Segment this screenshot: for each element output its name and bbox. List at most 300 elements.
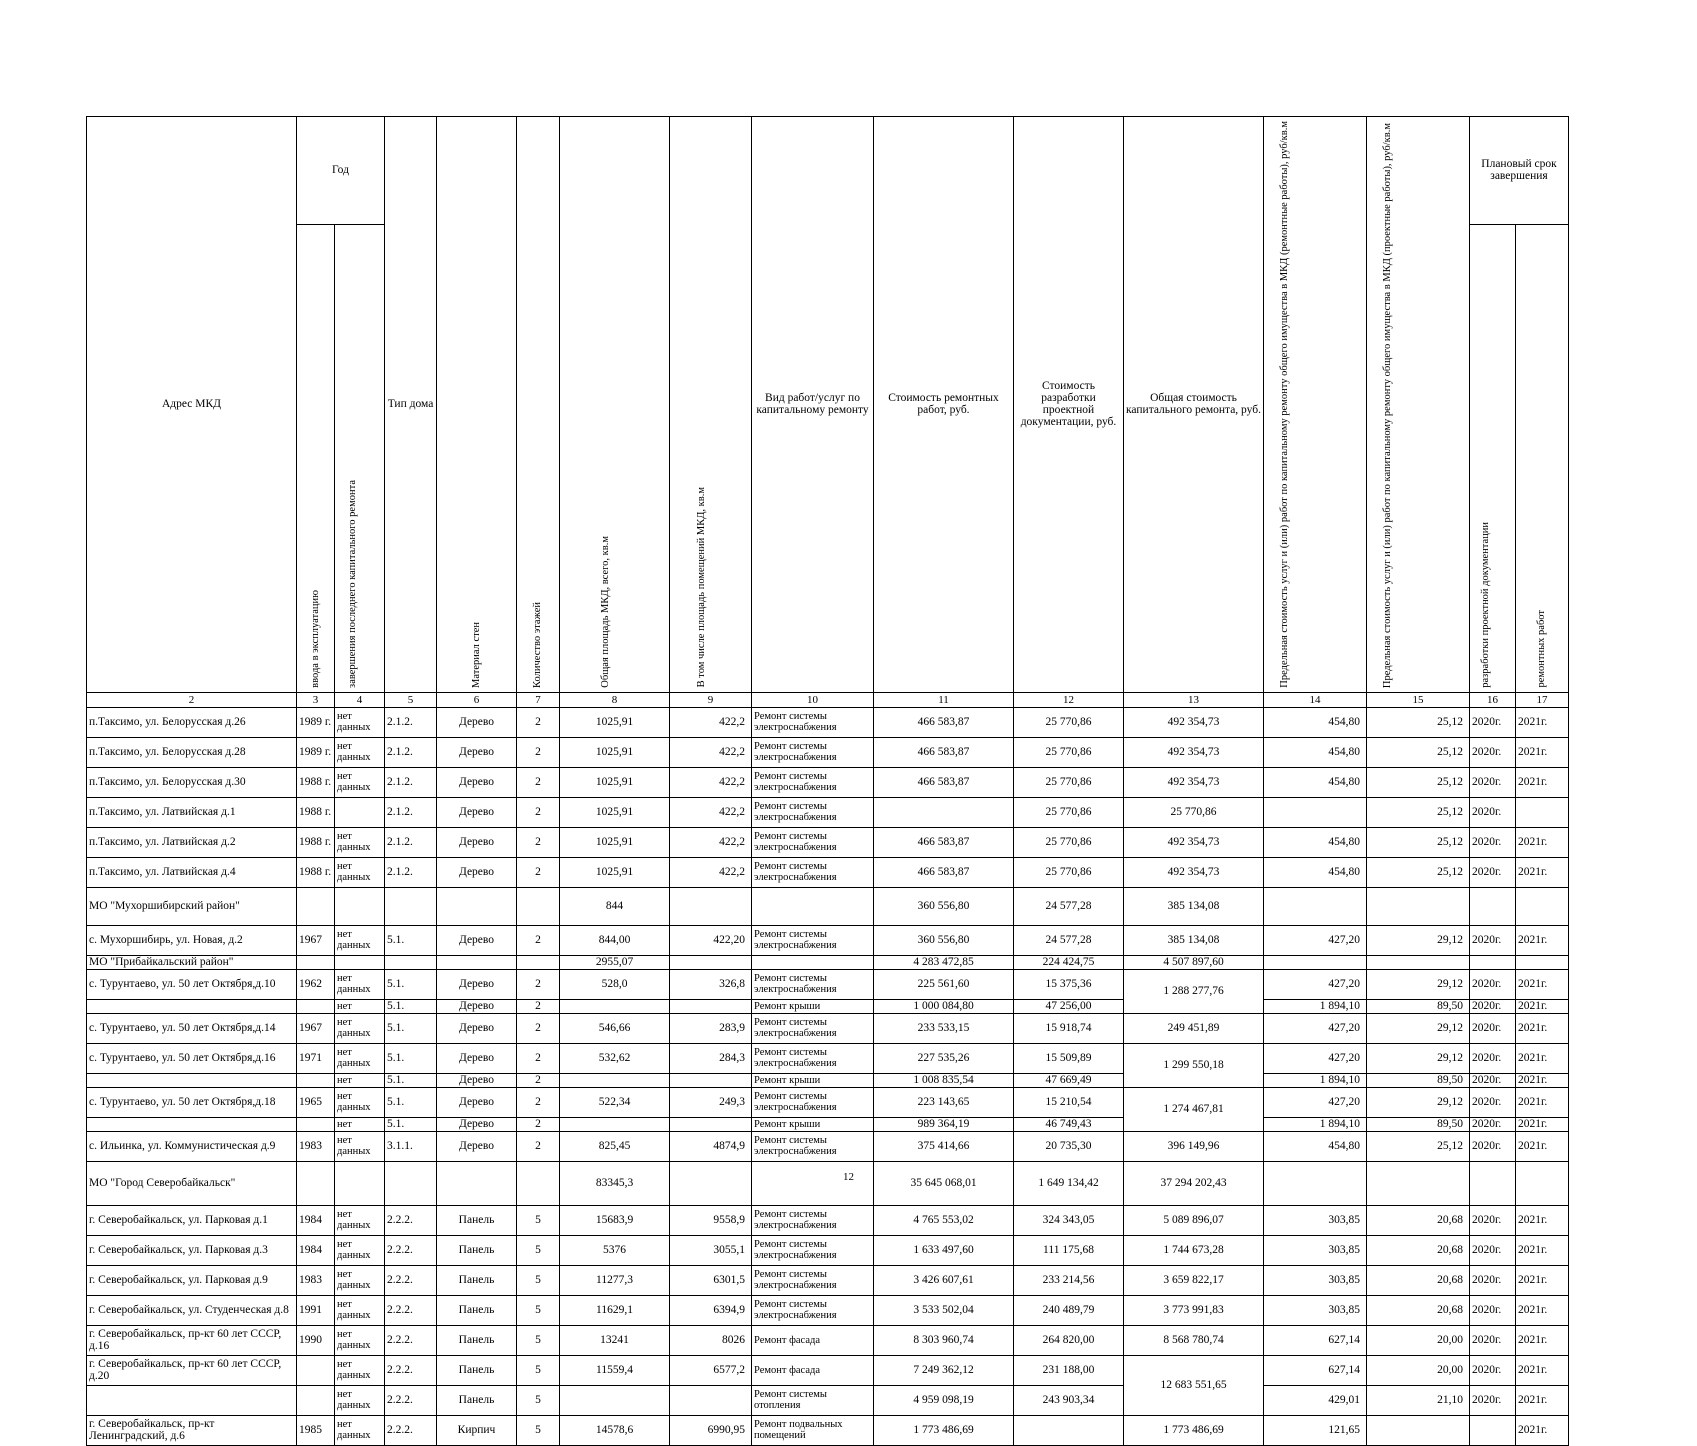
table-cell <box>752 1161 874 1205</box>
table-cell: 4 959 098,19 <box>874 1385 1014 1415</box>
table-cell: 2 <box>517 1043 560 1073</box>
table-cell: п.Таксимо, ул. Белорусская д.28 <box>87 737 297 767</box>
table-cell: Дерево <box>437 925 517 955</box>
table-cell: 303,85 <box>1264 1295 1367 1325</box>
table-cell <box>517 955 560 969</box>
capital-repair-table <box>86 116 1569 1446</box>
header-premises-area: В том числе площадь помещений МКД, кв.м <box>670 117 752 693</box>
header-year: Год <box>297 117 385 225</box>
table-cell: 46 749,43 <box>1014 1117 1124 1131</box>
table-cell: 2.2.2. <box>385 1355 437 1385</box>
table-cell: 2021г. <box>1516 857 1569 887</box>
table-cell <box>560 1073 670 1087</box>
table-cell: 1 773 486,69 <box>1124 1415 1264 1445</box>
table-cell: 1988 г. <box>297 767 335 797</box>
table-cell: 4874,9 <box>670 1131 752 1161</box>
table-cell: 2021г. <box>1516 1013 1569 1043</box>
table-cell: нет данных <box>335 1043 385 1073</box>
table-cell <box>1516 955 1569 969</box>
table-cell: 2.2.2. <box>385 1295 437 1325</box>
table-cell: 2020г. <box>1470 925 1516 955</box>
table-cell: 385 134,08 <box>1124 925 1264 955</box>
table-cell <box>1264 1161 1367 1205</box>
table-cell: 5 <box>517 1295 560 1325</box>
table-cell: 1983 <box>297 1265 335 1295</box>
column-number: 8 <box>560 692 670 707</box>
table-cell <box>560 1385 670 1415</box>
table-cell: 25 770,86 <box>1014 767 1124 797</box>
table-cell: 14578,6 <box>560 1415 670 1445</box>
table-cell <box>335 1161 385 1205</box>
table-cell: нет данных <box>335 737 385 767</box>
table-cell: 20,68 <box>1367 1205 1470 1235</box>
table-row <box>87 1325 1569 1355</box>
table-cell: Ремонт фасада <box>752 1355 874 1385</box>
table-cell: Ремонт системы электроснабжения <box>752 1235 874 1265</box>
table-cell: нет данных <box>335 1013 385 1043</box>
table-cell: Ремонт системы электроснабжения <box>752 1013 874 1043</box>
table-cell: Дерево <box>437 1117 517 1131</box>
header-address: Адрес МКД <box>87 117 297 693</box>
table-cell: 2021г. <box>1516 827 1569 857</box>
table-cell: 2021г. <box>1516 1205 1569 1235</box>
table-cell: 3 533 502,04 <box>874 1295 1014 1325</box>
table-cell: 2021г. <box>1516 1073 1569 1087</box>
table-cell: 466 583,87 <box>874 707 1014 737</box>
table-cell <box>670 1073 752 1087</box>
table-cell: п.Таксимо, ул. Латвийская д.2 <box>87 827 297 857</box>
column-number: 12 <box>1014 692 1124 707</box>
table-cell: 1 008 835,54 <box>874 1073 1014 1087</box>
table-cell: 47 669,49 <box>1014 1073 1124 1087</box>
table-cell: 37 294 202,43 <box>1124 1161 1264 1205</box>
table-cell: 11559,4 <box>560 1355 670 1385</box>
table-row <box>87 925 1569 955</box>
table-cell: Ремонт системы электроснабжения <box>752 827 874 857</box>
table-cell: нет данных <box>335 857 385 887</box>
table-cell <box>385 1161 437 1205</box>
table-cell: 2021г. <box>1516 737 1569 767</box>
table-cell: 2021г. <box>1516 1355 1569 1385</box>
table-cell: 25,12 <box>1367 1131 1470 1161</box>
table-cell: 385 134,08 <box>1124 887 1264 925</box>
table-cell <box>87 1385 297 1415</box>
table-cell: 427,20 <box>1264 969 1367 999</box>
table-cell: 844,00 <box>560 925 670 955</box>
header-house-type: Тип дома <box>385 117 437 693</box>
table-cell: 427,20 <box>1264 1087 1367 1117</box>
table-cell <box>517 887 560 925</box>
table-row <box>87 1385 1569 1415</box>
header-work-type: Вид работ/услуг по капитальному ремонту <box>752 117 874 693</box>
table-cell: 29,12 <box>1367 1087 1470 1117</box>
table-cell: 1 649 134,42 <box>1014 1161 1124 1205</box>
table-cell <box>437 1161 517 1205</box>
table-cell: 2 <box>517 1013 560 1043</box>
table-cell: 422,2 <box>670 857 752 887</box>
table-cell <box>335 955 385 969</box>
table-row <box>87 797 1569 827</box>
table-cell: 2.1.2. <box>385 827 437 857</box>
table-cell: 1025,91 <box>560 797 670 827</box>
column-number: 4 <box>335 692 385 707</box>
table-cell: 2.1.2. <box>385 737 437 767</box>
table-cell: 1988 г. <box>297 827 335 857</box>
table-cell: 25 770,86 <box>1014 707 1124 737</box>
table-cell: 2020г. <box>1470 1117 1516 1131</box>
table-cell: 2 <box>517 707 560 737</box>
table-cell: 3.1.1. <box>385 1131 437 1161</box>
header-year-commission: ввода в эксплуатацию <box>297 224 335 692</box>
table-cell: 2021г. <box>1516 1235 1569 1265</box>
table-cell <box>297 1355 335 1385</box>
table-cell: 422,20 <box>670 925 752 955</box>
table-cell: 5.1. <box>385 1013 437 1043</box>
table-cell: с. Турунтаево, ул. 50 лет Октября,д.18 <box>87 1087 297 1117</box>
table-cell: Ремонт системы электроснабжения <box>752 797 874 827</box>
table-cell: 2021г. <box>1516 767 1569 797</box>
table-cell: 224 424,75 <box>1014 955 1124 969</box>
header-year-last-repair: завершения последнего капитального ремонта <box>335 224 385 692</box>
table-cell: 2 <box>517 827 560 857</box>
header-total-area: Общая площадь МКД, всего, кв.м <box>560 117 670 693</box>
table-cell: Панель <box>437 1295 517 1325</box>
table-cell: 20,68 <box>1367 1295 1470 1325</box>
table-cell: Ремонт системы электроснабжения <box>752 767 874 797</box>
table-cell <box>670 1385 752 1415</box>
table-cell: 546,66 <box>560 1013 670 1043</box>
table-cell: 3 659 822,17 <box>1124 1265 1264 1295</box>
table-cell: 375 414,66 <box>874 1131 1014 1161</box>
table-cell: 1984 <box>297 1235 335 1265</box>
table-cell: 8 568 780,74 <box>1124 1325 1264 1355</box>
table-cell: Дерево <box>437 1073 517 1087</box>
table-cell: 2.1.2. <box>385 767 437 797</box>
table-cell: 1 894,10 <box>1264 1073 1367 1087</box>
header-wall-material: Материал стен <box>437 117 517 693</box>
table-cell: 13241 <box>560 1325 670 1355</box>
table-cell: п.Таксимо, ул. Латвийская д.1 <box>87 797 297 827</box>
table-cell: г. Северобайкальск, ул. Парковая д.1 <box>87 1205 297 1235</box>
table-cell <box>670 999 752 1013</box>
table-cell: 9558,9 <box>670 1205 752 1235</box>
table-header <box>87 117 1569 708</box>
table-cell: 283,9 <box>670 1013 752 1043</box>
table-cell: нет <box>335 1117 385 1131</box>
table-cell: 2020г. <box>1470 1087 1516 1117</box>
table-cell <box>1367 887 1470 925</box>
table-cell: Дерево <box>437 1131 517 1161</box>
table-cell: с. Турунтаево, ул. 50 лет Октября,д.10 <box>87 969 297 999</box>
table-cell: Дерево <box>437 707 517 737</box>
table-cell: 7 249 362,12 <box>874 1355 1014 1385</box>
table-row <box>87 1415 1569 1445</box>
table-cell: 422,2 <box>670 797 752 827</box>
table-cell: 454,80 <box>1264 827 1367 857</box>
table-cell: 240 489,79 <box>1014 1295 1124 1325</box>
table-cell: 1971 <box>297 1043 335 1073</box>
table-cell: 2.1.2. <box>385 707 437 737</box>
table-cell: 2.2.2. <box>385 1325 437 1355</box>
table-cell: нет <box>335 1073 385 1087</box>
table-cell <box>1367 955 1470 969</box>
table-cell: 1025,91 <box>560 767 670 797</box>
table-cell: 5 <box>517 1205 560 1235</box>
table-cell: 1984 <box>297 1205 335 1235</box>
table-cell: 528,0 <box>560 969 670 999</box>
table-cell: 989 364,19 <box>874 1117 1014 1131</box>
table-cell <box>1264 887 1367 925</box>
table-cell: 2020г. <box>1470 1235 1516 1265</box>
table-cell <box>1367 1161 1470 1205</box>
table-cell <box>437 887 517 925</box>
table-cell: Ремонт системы электроснабжения <box>752 1205 874 1235</box>
table-cell: 89,50 <box>1367 999 1470 1013</box>
table-cell: Панель <box>437 1385 517 1415</box>
table-cell: 492 354,73 <box>1124 707 1264 737</box>
table-cell: 427,20 <box>1264 1043 1367 1073</box>
table-cell: 20,68 <box>1367 1265 1470 1295</box>
table-row <box>87 1235 1569 1265</box>
table-cell: 422,2 <box>670 737 752 767</box>
table-cell: 360 556,80 <box>874 925 1014 955</box>
table-cell: нет данных <box>335 767 385 797</box>
table-cell <box>297 887 335 925</box>
table-row <box>87 969 1569 999</box>
table-cell: п.Таксимо, ул. Латвийская д.4 <box>87 857 297 887</box>
table-cell: Кирпич <box>437 1415 517 1445</box>
table-cell: 2021г. <box>1516 969 1569 999</box>
table-cell <box>670 1161 752 1205</box>
table-cell: 492 354,73 <box>1124 857 1264 887</box>
table-cell: 422,2 <box>670 767 752 797</box>
table-cell: 5 <box>517 1235 560 1265</box>
table-cell <box>297 955 335 969</box>
table-cell: 844 <box>560 887 670 925</box>
table-cell: г. Северобайкальск, ул. Парковая д.9 <box>87 1265 297 1295</box>
table-cell: 492 354,73 <box>1124 767 1264 797</box>
table-cell <box>297 1073 335 1087</box>
table-cell: 1983 <box>297 1131 335 1161</box>
table-cell: с. Ильинка, ул. Коммунистическая д.9 <box>87 1131 297 1161</box>
table-cell: 15 210,54 <box>1014 1087 1124 1117</box>
table-cell <box>1516 797 1569 827</box>
table-cell: 2020г. <box>1470 1355 1516 1385</box>
column-number: 17 <box>1516 692 1569 707</box>
table-cell: 231 188,00 <box>1014 1355 1124 1385</box>
column-number: 15 <box>1367 692 1470 707</box>
table-cell: Ремонт системы отопления <box>752 1385 874 1415</box>
table-cell: 2021г. <box>1516 1087 1569 1117</box>
table-cell: 5 <box>517 1385 560 1415</box>
table-cell: 121,65 <box>1264 1415 1367 1445</box>
table-cell: 227 535,26 <box>874 1043 1014 1073</box>
table-cell: г. Северобайкальск, пр-кт 60 лет СССР, д.16 <box>87 1325 297 1355</box>
table-cell: 1985 <box>297 1415 335 1445</box>
column-number: 9 <box>670 692 752 707</box>
table-cell: 25,12 <box>1367 827 1470 857</box>
table-cell: 303,85 <box>1264 1235 1367 1265</box>
table-cell: 6577,2 <box>670 1355 752 1385</box>
table-cell: 1 894,10 <box>1264 999 1367 1013</box>
table-cell: 243 903,34 <box>1014 1385 1124 1415</box>
table-cell: 5 <box>517 1265 560 1295</box>
table-cell <box>1367 1415 1470 1445</box>
table-cell: Дерево <box>437 1087 517 1117</box>
table-cell: 21,10 <box>1367 1385 1470 1415</box>
table-cell: г. Северобайкальск, пр-кт Ленинградский, д.6 <box>87 1415 297 1445</box>
table-cell: 1991 <box>297 1295 335 1325</box>
table-cell: 2020г. <box>1470 969 1516 999</box>
table-cell: нет данных <box>335 1265 385 1295</box>
table-cell: 3055,1 <box>670 1235 752 1265</box>
table-cell: 264 820,00 <box>1014 1325 1124 1355</box>
table-row <box>87 1355 1569 1385</box>
table-cell: 2020г. <box>1470 1325 1516 1355</box>
table-row <box>87 999 1569 1013</box>
table-cell: 303,85 <box>1264 1265 1367 1295</box>
table-cell: 29,12 <box>1367 925 1470 955</box>
table-cell: нет данных <box>335 1385 385 1415</box>
table-cell: г. Северобайкальск, пр-кт 60 лет СССР, д.20 <box>87 1355 297 1385</box>
table-cell: 47 256,00 <box>1014 999 1124 1013</box>
table-cell: Ремонт крыши <box>752 999 874 1013</box>
table-cell: 2 <box>517 999 560 1013</box>
table-cell: 20,68 <box>1367 1235 1470 1265</box>
table-cell <box>437 955 517 969</box>
table-cell: 2.1.2. <box>385 857 437 887</box>
table-cell: Панель <box>437 1355 517 1385</box>
table-row <box>87 1043 1569 1073</box>
table-cell: 2021г. <box>1516 925 1569 955</box>
column-number: 7 <box>517 692 560 707</box>
table-cell: 1989 г. <box>297 737 335 767</box>
table-cell: 326,8 <box>670 969 752 999</box>
table-cell: 25,12 <box>1367 857 1470 887</box>
column-number: 2 <box>87 692 297 707</box>
column-number: 3 <box>297 692 335 707</box>
table-cell: 2.2.2. <box>385 1385 437 1415</box>
table-cell: 360 556,80 <box>874 887 1014 925</box>
table-cell <box>385 955 437 969</box>
table-row <box>87 887 1569 925</box>
table-cell: нет данных <box>335 1415 385 1445</box>
table-cell: 249,3 <box>670 1087 752 1117</box>
table-cell: Ремонт системы электроснабжения <box>752 857 874 887</box>
table-cell: 11277,3 <box>560 1265 670 1295</box>
table-cell: 15 509,89 <box>1014 1043 1124 1073</box>
table-cell: Дерево <box>437 1043 517 1073</box>
table-cell: 2020г. <box>1470 767 1516 797</box>
table-cell: с. Турунтаево, ул. 50 лет Октября,д.14 <box>87 1013 297 1043</box>
table-cell: МО "Прибайкальский район" <box>87 955 297 969</box>
table-row <box>87 1295 1569 1325</box>
table-cell: Дерево <box>437 827 517 857</box>
table-cell: 29,12 <box>1367 1043 1470 1073</box>
table-cell: 2021г. <box>1516 1385 1569 1415</box>
table-cell: Ремонт системы электроснабжения <box>752 1087 874 1117</box>
table-cell: 89,50 <box>1367 1117 1470 1131</box>
table-cell: нет данных <box>335 1355 385 1385</box>
table-cell: 1025,91 <box>560 857 670 887</box>
table-cell: 1 894,10 <box>1264 1117 1367 1131</box>
table-cell: 25,12 <box>1367 797 1470 827</box>
table-cell: 2020г. <box>1470 1205 1516 1235</box>
table-cell: 2021г. <box>1516 1265 1569 1295</box>
table-cell: МО "Город Северобайкальск" <box>87 1161 297 1205</box>
table-cell <box>874 797 1014 827</box>
table-cell: Ремонт крыши <box>752 1073 874 1087</box>
table-cell: 35 645 068,01 <box>874 1161 1014 1205</box>
table-cell: 2020г. <box>1470 797 1516 827</box>
table-cell <box>1470 1415 1516 1445</box>
table-cell: 2020г. <box>1470 1131 1516 1161</box>
table-cell: нет данных <box>335 1131 385 1161</box>
table-cell: 89,50 <box>1367 1073 1470 1087</box>
table-row <box>87 1131 1569 1161</box>
table-cell: нет данных <box>335 1295 385 1325</box>
header-limit-repair: Предельная стоимость услуг и (или) работ по капитальному ремонту общего имущества в МКД (ремонтные работы), руб/кв.м <box>1264 117 1367 693</box>
table-cell: нет данных <box>335 969 385 999</box>
table-cell: 2021г. <box>1516 1117 1569 1131</box>
table-cell: 2020г. <box>1470 857 1516 887</box>
table-cell: 2955,07 <box>560 955 670 969</box>
table-cell: нет данных <box>335 1235 385 1265</box>
table-cell: 12 683 551,65 <box>1124 1355 1264 1415</box>
table-cell: п.Таксимо, ул. Белорусская д.30 <box>87 767 297 797</box>
column-number: 11 <box>874 692 1014 707</box>
table-cell: 2020г. <box>1470 999 1516 1013</box>
table-cell <box>517 1161 560 1205</box>
table-cell: 25 770,86 <box>1014 737 1124 767</box>
table-cell: Ремонт системы электроснабжения <box>752 1265 874 1295</box>
table-cell: 6394,9 <box>670 1295 752 1325</box>
table-cell: 1990 <box>297 1325 335 1355</box>
table-cell: 454,80 <box>1264 857 1367 887</box>
table-cell: 324 343,05 <box>1014 1205 1124 1235</box>
table-cell: 4 507 897,60 <box>1124 955 1264 969</box>
table-cell: 1967 <box>297 925 335 955</box>
table-cell: 284,3 <box>670 1043 752 1073</box>
table-cell: Ремонт системы электроснабжения <box>752 969 874 999</box>
table-cell <box>87 1073 297 1087</box>
table-cell: 2 <box>517 1117 560 1131</box>
table-cell: 2020г. <box>1470 1265 1516 1295</box>
table-cell: МО "Мухоршибирский район" <box>87 887 297 925</box>
table-cell: 2.2.2. <box>385 1265 437 1295</box>
table-cell: 1 633 497,60 <box>874 1235 1014 1265</box>
table-cell <box>385 887 437 925</box>
table-cell: 2021г. <box>1516 1131 1569 1161</box>
column-number: 6 <box>437 692 517 707</box>
table-cell: 2 <box>517 1087 560 1117</box>
table-cell: Ремонт системы электроснабжения <box>752 1295 874 1325</box>
table-cell: Панель <box>437 1265 517 1295</box>
table-cell: 5 <box>517 1415 560 1445</box>
table-cell: 2 <box>517 969 560 999</box>
table-cell: 2020г. <box>1470 1073 1516 1087</box>
table-cell: 627,14 <box>1264 1355 1367 1385</box>
table-cell <box>297 999 335 1013</box>
table-cell: 25 770,86 <box>1014 827 1124 857</box>
table-cell: 522,34 <box>560 1087 670 1117</box>
table-cell: 1025,91 <box>560 827 670 857</box>
column-number: 14 <box>1264 692 1367 707</box>
table-cell: 5 <box>517 1355 560 1385</box>
table-cell <box>335 887 385 925</box>
table-cell: 454,80 <box>1264 1131 1367 1161</box>
table-cell: 4 765 553,02 <box>874 1205 1014 1235</box>
